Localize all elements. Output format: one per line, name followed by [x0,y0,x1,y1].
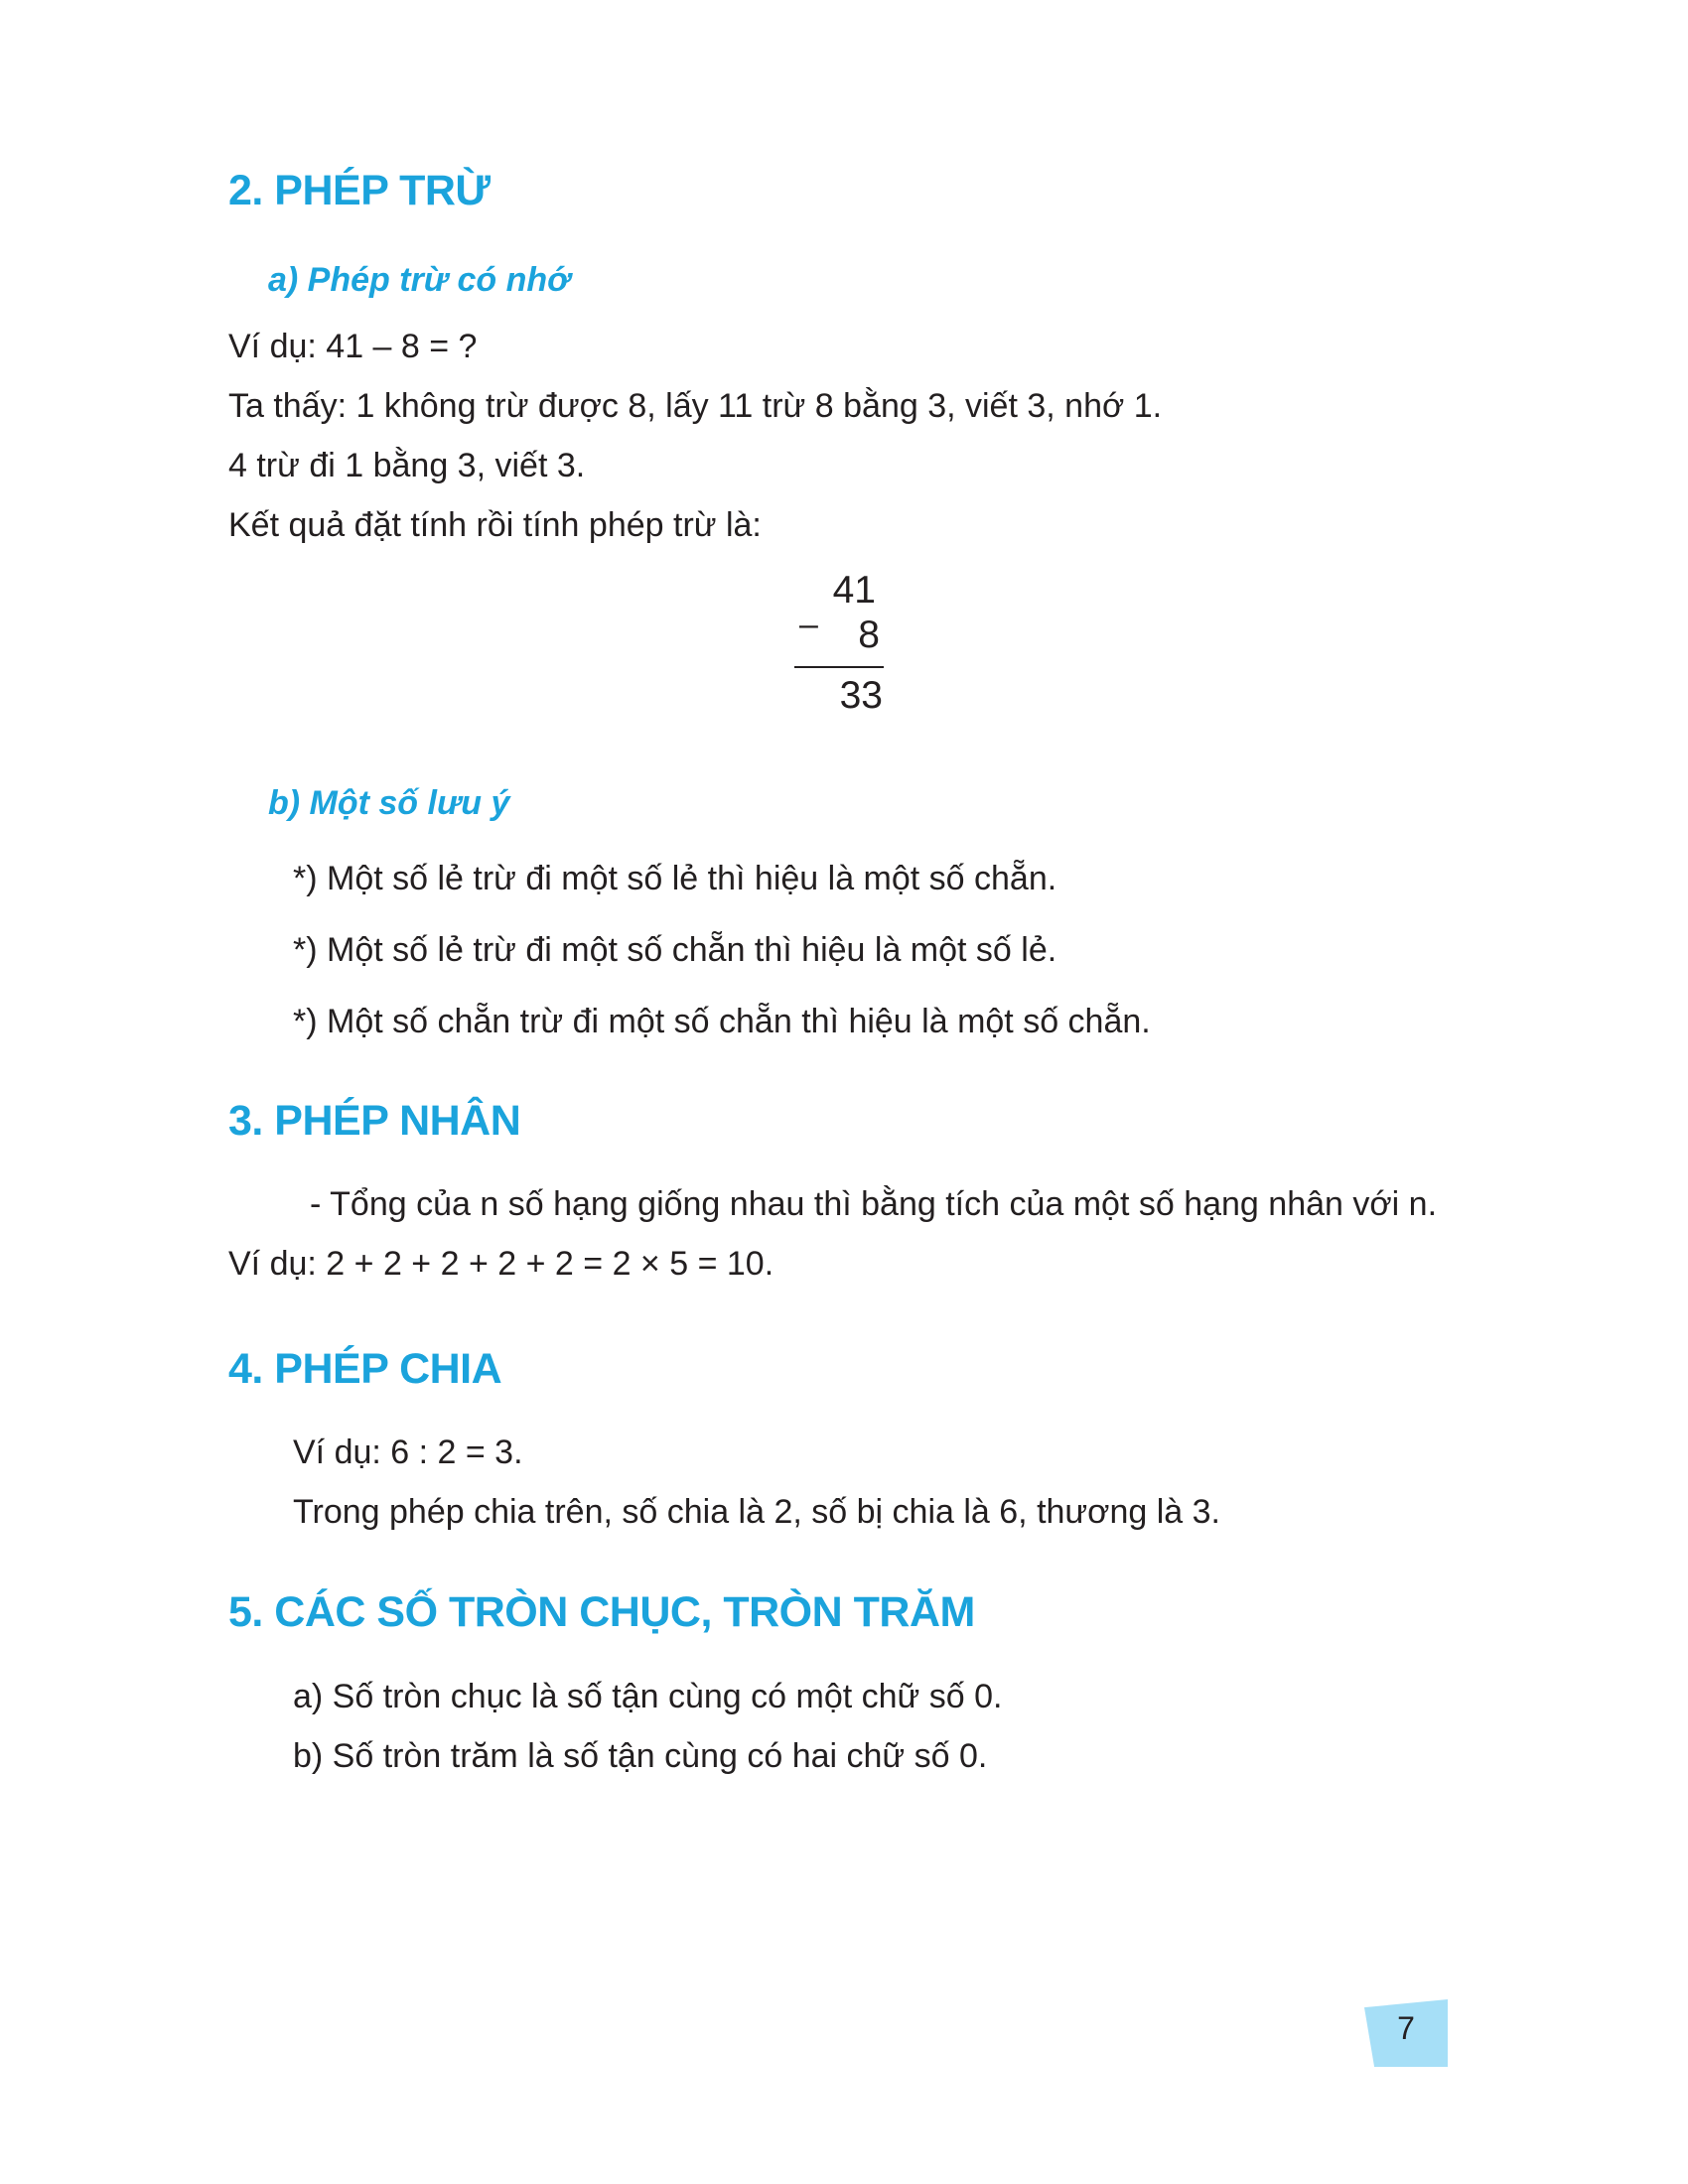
round-tens-rule: a) Số tròn chục là số tận cùng có một chữ số 0. [293,1678,1003,1715]
calc-minuend: 41 [832,569,876,612]
calc-result: 33 [839,674,883,717]
section-2-heading: 2. PHÉP TRỪ [228,167,491,214]
page-number: 7 [1397,2010,1415,2046]
note-item: *) Một số chẵn trừ đi một số chẵn thì hiệu là một số chẵn. [293,1003,1151,1040]
note-item: *) Một số lẻ trừ đi một số chẵn thì hiệu là một số lẻ. [293,931,1057,969]
example-line: Ví dụ: 41 – 8 = ? [228,328,478,365]
section-5-heading: 5. CÁC SỐ TRÒN CHỤC, TRÒN TRĂM [228,1588,975,1636]
result-intro-line: Kết quả đặt tính rồi tính phép trừ là: [228,506,762,544]
division-explanation: Trong phép chia trên, số chia là 2, số bị chia là 6, thương là 3. [293,1493,1221,1531]
calc-divider-line [794,666,884,668]
explanation-line-2: 4 trừ đi 1 bằng 3, viết 3. [228,447,586,484]
round-hundreds-rule: b) Số tròn trăm là số tận cùng có hai chữ số 0. [293,1737,988,1775]
explanation-line-1: Ta thấy: 1 không trừ được 8, lấy 11 trừ 8 bằng 3, viết 3, nhớ 1. [228,387,1163,425]
calc-minus-sign: – [799,606,818,643]
subsection-b-heading: b) Một số lưu ý [268,784,510,822]
multiplication-example: Ví dụ: 2 + 2 + 2 + 2 + 2 = 2 × 5 = 10. [228,1245,774,1283]
section-3-heading: 3. PHÉP NHÂN [228,1097,521,1145]
division-example: Ví dụ: 6 : 2 = 3. [293,1433,523,1471]
section-4-heading: 4. PHÉP CHIA [228,1345,502,1393]
subsection-a-heading: a) Phép trừ có nhớ [268,261,571,299]
multiplication-rule: - Tổng của n số hạng giống nhau thì bằng tích của một số hạng nhân với n. [310,1185,1438,1223]
calc-subtrahend: 8 [858,614,880,656]
note-item: *) Một số lẻ trừ đi một số lẻ thì hiệu là một số chẵn. [293,860,1057,897]
